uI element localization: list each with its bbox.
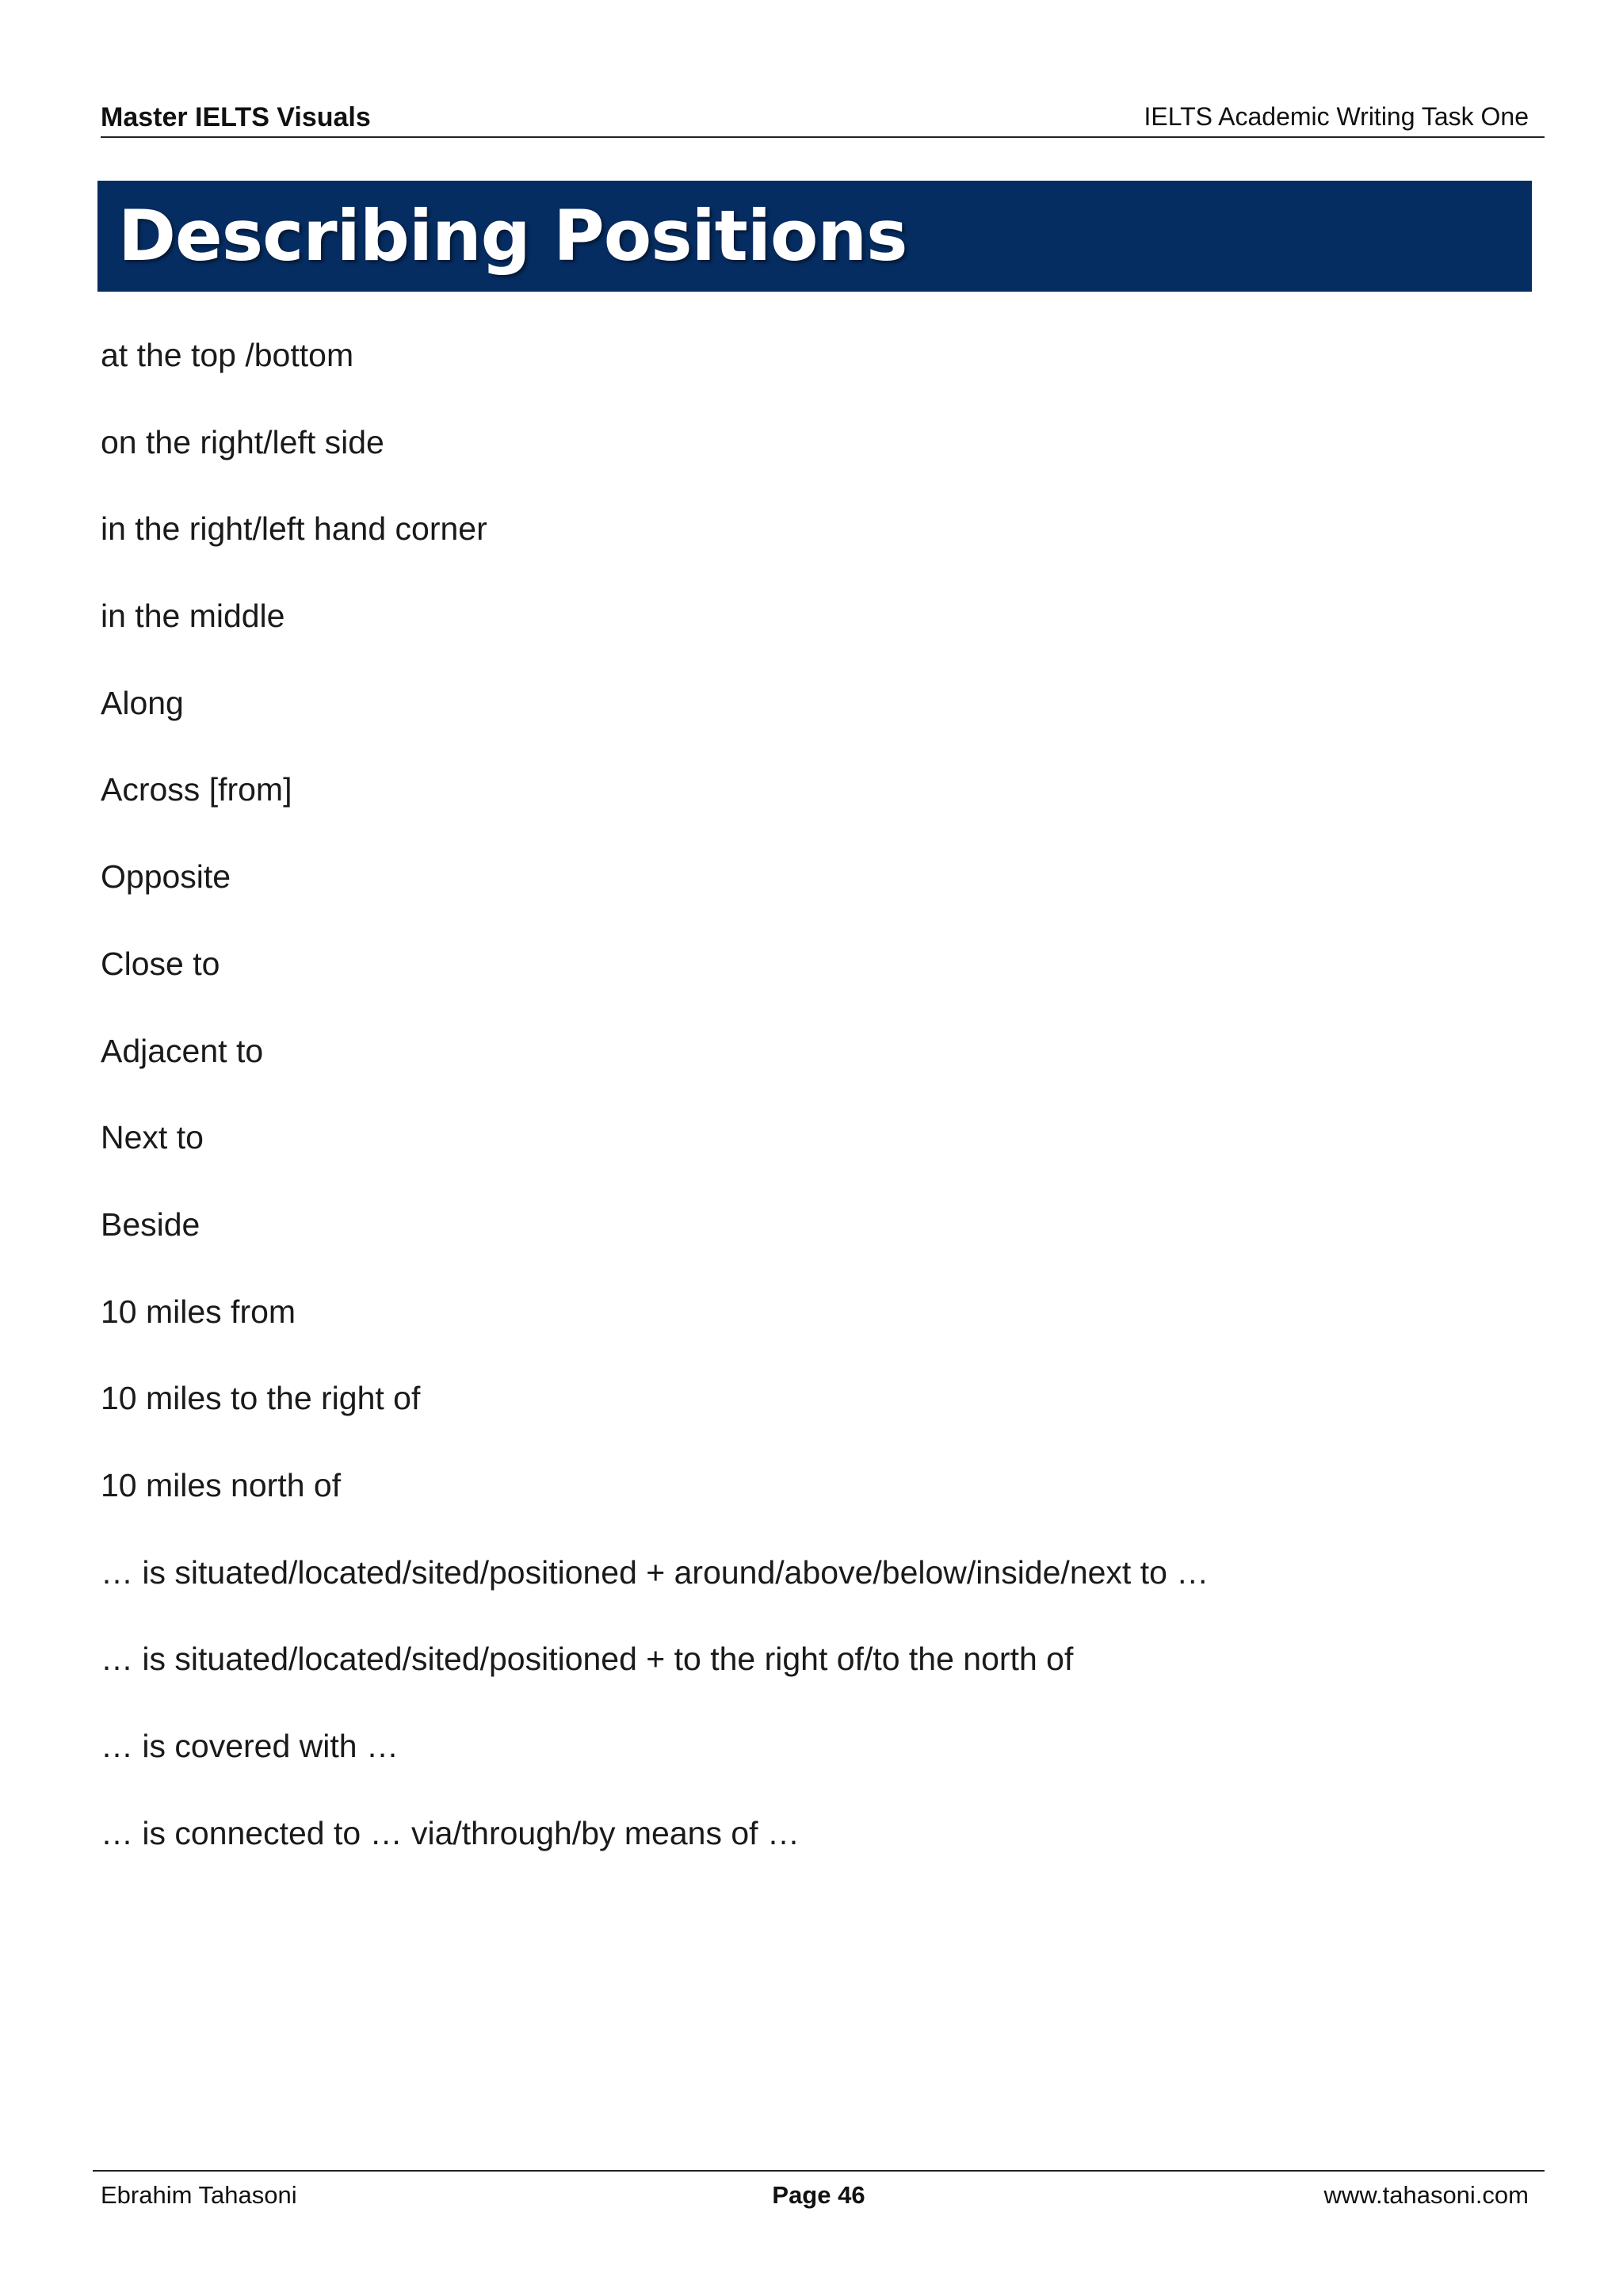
phrase-item: at the top /bottom [101, 337, 354, 373]
section-title: IELTS Academic Writing Task One [1144, 102, 1529, 131]
page-number: Page 46 [772, 2181, 865, 2209]
page-header [101, 94, 1545, 138]
phrase-item: 10 miles to the right of [101, 1380, 421, 1417]
phrase-item: 10 miles from [101, 1293, 296, 1330]
book-title: Master IELTS Visuals [101, 102, 371, 132]
phrase-item: Close to [101, 945, 220, 982]
author-name: Ebrahim Tahasoni [101, 2181, 297, 2209]
phrase-item: Adjacent to [101, 1032, 264, 1069]
phrase-item: Along [101, 684, 184, 721]
phrase-item: in the middle [101, 598, 285, 635]
title-banner [97, 181, 1532, 292]
phrase-item: 10 miles north of [101, 1466, 342, 1503]
website-link[interactable]: www.tahasoni.com [1323, 2181, 1529, 2209]
phrase-item: Beside [101, 1205, 200, 1243]
phrase-item: Next to [101, 1119, 204, 1156]
phrase-item: … is situated/located/sited/positioned + around/above/below/inside/next to … [101, 1553, 1209, 1591]
phrase-item: in the right/left hand corner [101, 510, 487, 548]
phrase-item: on the right/left side [101, 423, 384, 460]
phrase-item: … is connected to … via/through/by means of … [101, 1814, 800, 1851]
phrase-item: … is covered with … [101, 1728, 399, 1764]
page-footer [93, 2170, 1545, 2219]
phrase-item: Across [from] [101, 771, 292, 808]
phrase-list [101, 333, 1527, 1897]
phrase-item: Opposite [101, 858, 231, 896]
phrase-item: … is situated/located/sited/positioned + to the right of/to the north of [101, 1641, 1074, 1678]
page-title: Describing Positions [118, 195, 907, 277]
